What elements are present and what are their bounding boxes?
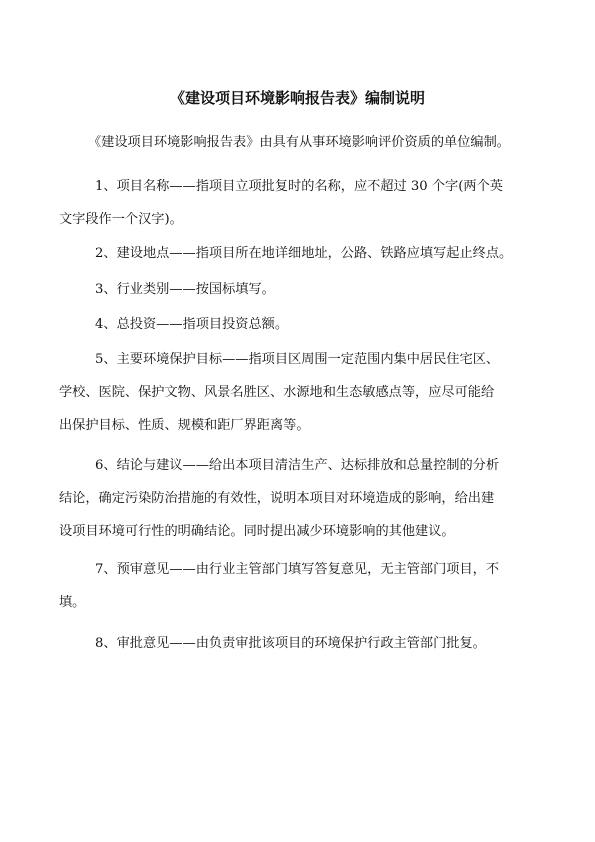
item-2-line-1: 2、建设地点——指项目所在地详细地址，公路、铁路应填写起止终点。 xyxy=(95,246,513,261)
item-7-line-2: 填。 xyxy=(59,595,86,610)
item-6-line-3: 设项目环境可行性的明确结论。同时提出减少环境影响的其他建议。 xyxy=(59,524,455,539)
item-1-line-2: 文字段作一个汉字)。 xyxy=(59,212,183,227)
item-3-line-1: 3、行业类别——按国标填写。 xyxy=(95,282,275,297)
item-7 xyxy=(59,553,541,619)
item-3 xyxy=(59,273,541,306)
item-6 xyxy=(59,449,541,548)
item-1 xyxy=(59,170,541,236)
item-5 xyxy=(59,343,541,442)
item-8 xyxy=(59,627,541,660)
intro-paragraph: 《建设项目环境影响报告表》由具有从事环境影响评价资质的单位编制。 xyxy=(88,135,510,150)
item-2 xyxy=(59,237,541,270)
item-7-line-1: 7、预审意见——由行业主管部门填写答复意见，无主管部门项目，不 xyxy=(95,562,500,577)
item-8-line-1: 8、审批意见——由负责审批该项目的环境保护行政主管部门批复。 xyxy=(95,636,486,651)
item-4 xyxy=(59,308,541,341)
item-6-line-2: 结论，确定污染防治措施的有效性，说明本项目对环境造成的影响，给出建 xyxy=(59,491,495,506)
item-4-line-1: 4、总投资——指项目投资总额。 xyxy=(95,317,289,332)
item-5-line-2: 学校、医院、保护文物、风景名胜区、水源地和生态敏感点等，应尽可能给 xyxy=(59,385,495,400)
item-5-line-3: 出保护目标、性质、规模和距厂界距离等。 xyxy=(59,418,310,433)
item-1-line-1: 1、项目名称——指项目立项批复时的名称，应不超过 30 个字(两个英 xyxy=(95,179,503,194)
page-title: 《建设项目环境影响报告表》编制说明 xyxy=(169,89,425,107)
item-6-line-1: 6、结论与建议——给出本项目清洁生产、达标排放和总量控制的分析 xyxy=(95,458,500,473)
item-5-line-1: 5、主要环境保护目标——指项目区周围一定范围内集中居民住宅区、 xyxy=(95,352,500,367)
